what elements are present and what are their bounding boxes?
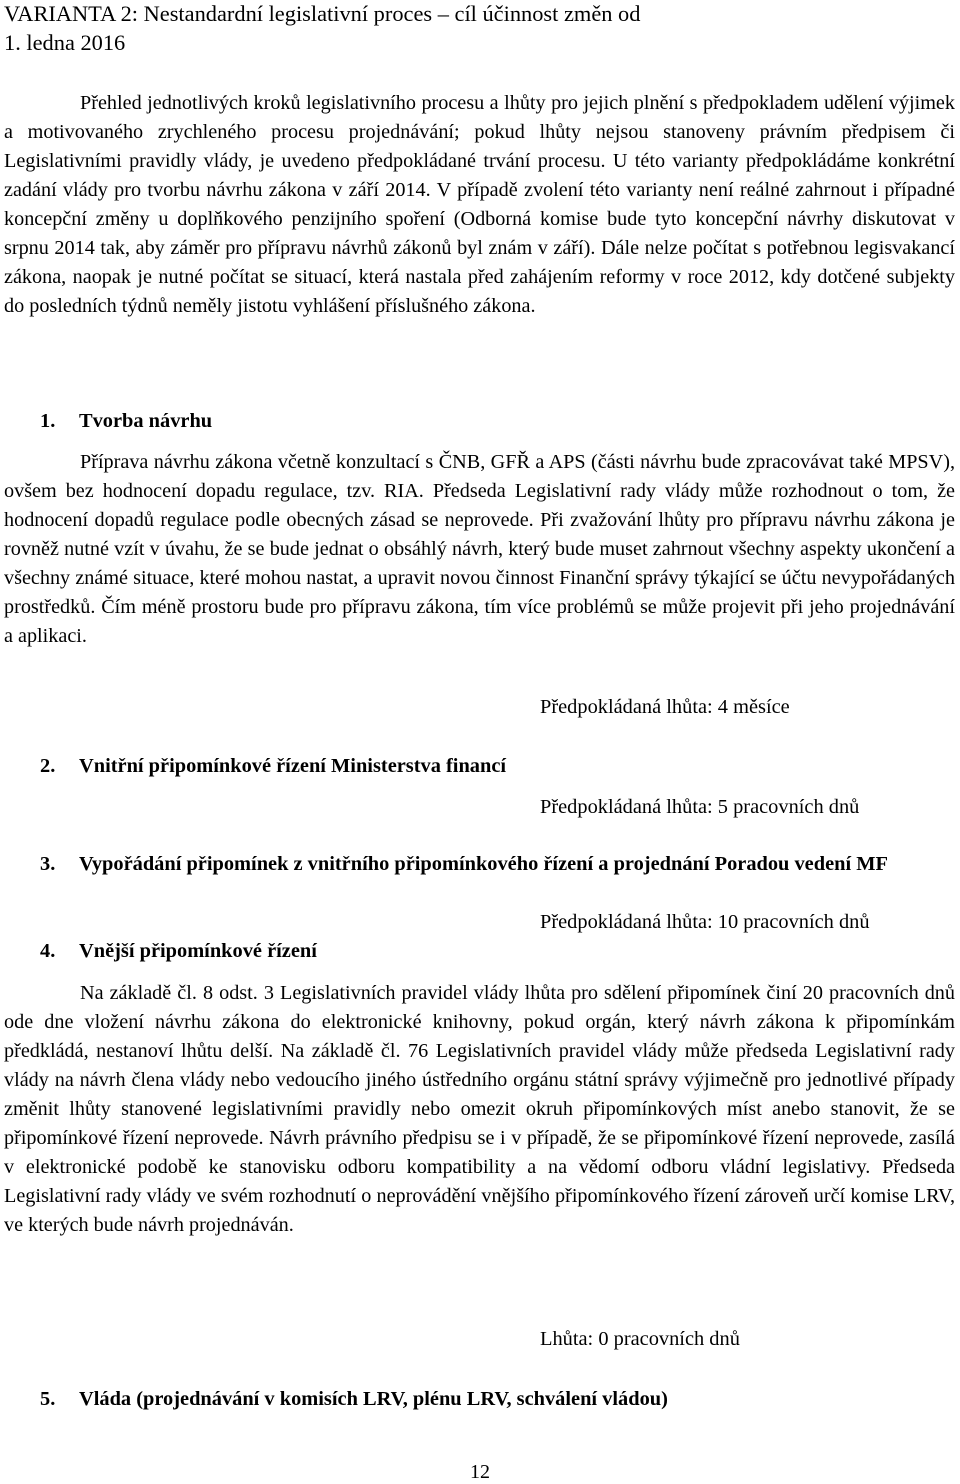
- section-3-deadline: Předpokládaná lhůta: 10 pracovních dnů: [540, 911, 870, 933]
- section-2-heading: [40, 752, 899, 781]
- section-2-deadline: Předpokládaná lhůta: 5 pracovních dnů: [540, 796, 860, 818]
- page-number: 12: [470, 1461, 490, 1483]
- section-2-number: 2.: [40, 755, 56, 777]
- section-1-heading: [40, 407, 899, 436]
- section-1-title: Tvorba návrhu: [79, 410, 213, 432]
- section-1-deadline: Předpokládaná lhůta: 4 měsíce: [540, 696, 790, 718]
- section-1-number: 1.: [40, 410, 56, 432]
- section-4-title: Vnější připomínkové řízení: [79, 940, 317, 962]
- section-1-body: Příprava návrhu zákona včetně konzultací s ČNB, GFŘ a APS (části návrhu bude zpracovávat také MPSV), ovšem bez hodnocení dopadu regulace, tzv. RIA. Předseda Legislativní rady vlády může rozhodnout o tom, že hodnocení dopadů regulace podle obecných zásad se neprovede. Při zvažování lhůty pro přípravu návrhu zákona je rovněž nutné vzít v úvahu, že se bude jednat o obsáhlý návrh, který bude muset zahrnout všechny aspekty ukončení a všechny známé situace, které mohou nastat, a upravit novou činnost Finanční správy týkající se účtu nevypořádaných prostředků. Čím méně prostoru bude pro přípravu zákona, tím více problémů se může projevit při jeho projednávání a aplikaci.: [4, 451, 955, 647]
- heading-line-1: VARIANTA 2: Nestandardní legislativní proces – cíl účinnost změn od: [4, 1, 641, 26]
- section-4-number: 4.: [40, 940, 56, 962]
- section-2-title: Vnitřní připomínkové řízení Ministerstva financí: [79, 755, 507, 777]
- heading-line-2: 1. ledna 2016: [4, 30, 126, 55]
- section-3-heading: [40, 850, 899, 879]
- section-5-heading: [40, 1385, 899, 1414]
- section-4-body: Na základě čl. 8 odst. 3 Legislativních pravidel vlády lhůta pro sdělení připomínek činí 20 pracovních dnů ode dne vložení návrhu zákona do elektronické knihovny, pokud orgán, který návrh zákona k připomínkám předkládá, nestanoví lhůtu delší. Na základě čl. 76 Legislativních pravidel vlády může předseda Legislativní rady vlády na návrh člena vlády nebo vedoucího jiného ústředního orgánu státní správy výjimečně pro jednotlivé případy změnit lhůty stanovené legislativními pravidly nebo omezit okruh připomínkových míst anebo stanovit, že se připomínkové řízení neprovede. Návrh právního předpisu se i v případě, že se připomínkové řízení neprovede, zasílá v elektronické podobě ke stanovisku odboru kompatibility a na vědomí odboru vládní legislativy. Předseda Legislativní rady vlády ve svém rozhodnutí o neprovádění vnějšího připomínkového řízení zároveň určí komise LRV, ve kterých bude návrh projednáván.: [4, 982, 955, 1236]
- section-3-title: Vypořádání připomínek z vnitřního připomínkového řízení a projednání Poradou vedení MF: [79, 853, 888, 875]
- section-4-deadline: Lhůta: 0 pracovních dnů: [540, 1328, 740, 1350]
- section-5-title: Vláda (projednávání v komisích LRV, plénu LRV, schválení vládou): [79, 1388, 668, 1410]
- section-4-heading: [40, 937, 899, 966]
- intro-paragraph: Přehled jednotlivých kroků legislativního procesu a lhůty pro jejich plnění s předpokladem udělení výjimek a motivovaného zrychleného procesu projednávání; pokud lhůty nejsou stanoveny právním předpisem či Legislativními pravidly vlády, je uvedeno předpokládané trvání procesu. U této varianty předpokládáme konkrétní zadání vlády pro tvorbu návrhu zákona v září 2014. V případě zvolení této varianty není reálné zahrnout i případné koncepční změny u doplňkového penzijního spoření (Odborná komise bude tyto koncepční návrhy diskutovat v srpnu 2014 tak, aby záměr pro přípravu návrhů zákonů byl znám v září). Dále nelze počítat s potřebnou legisvakancí zákona, naopak je nutné počítat se situací, která nastala před zahájením reformy v roce 2012, kdy dotčené subjekty do posledních týdnů neměly jistotu vyhlášení příslušného zákona.: [4, 92, 955, 317]
- section-3-number: 3.: [40, 853, 56, 875]
- section-5-number: 5.: [40, 1388, 56, 1410]
